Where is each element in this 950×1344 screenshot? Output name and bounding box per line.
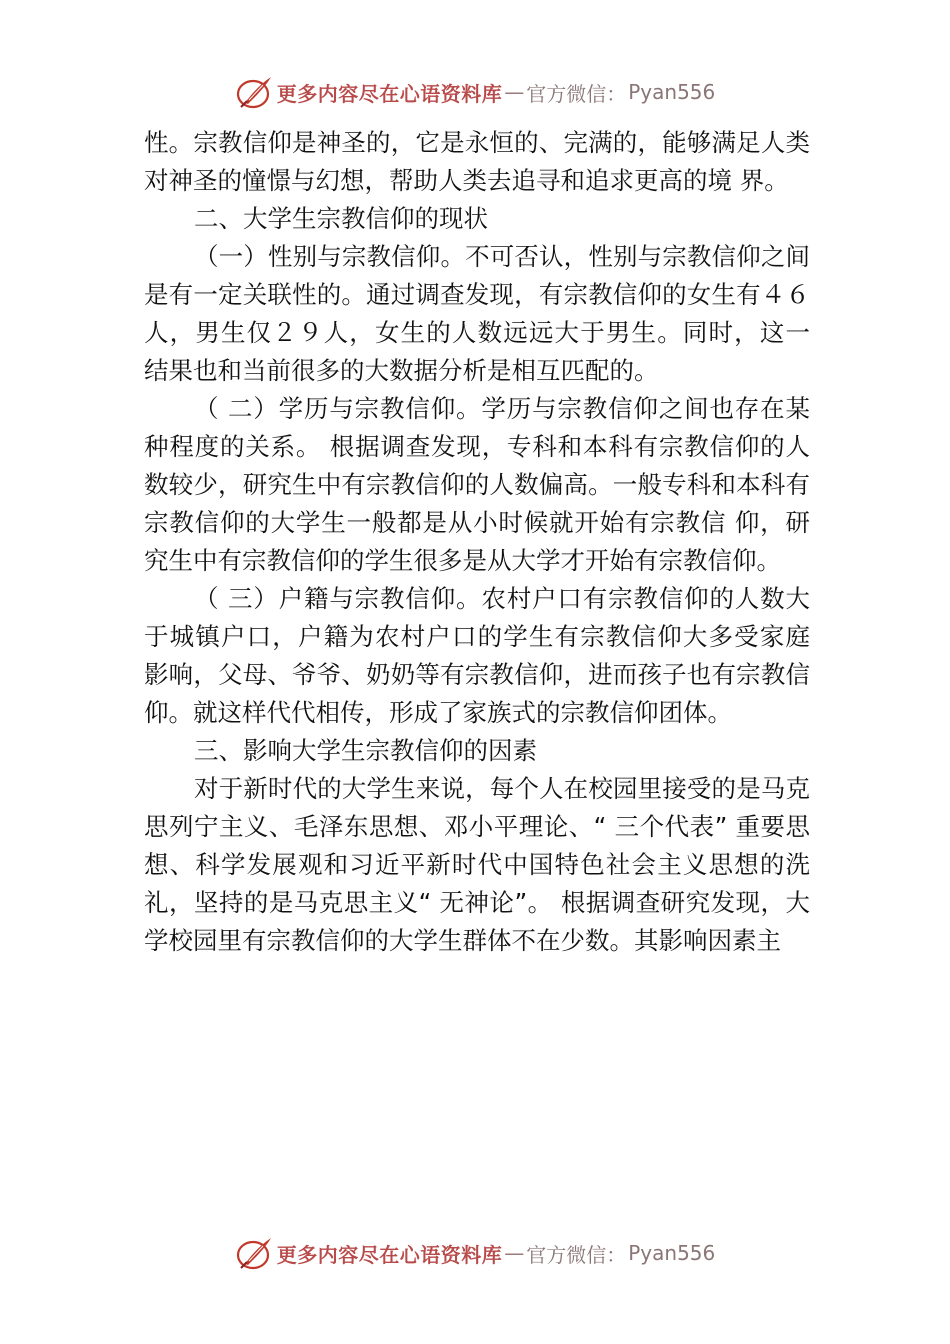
document-body [144, 124, 810, 960]
watermark-wechat-id: Pyan556 [628, 1241, 716, 1265]
watermark-wechat-label: 官方微信： [526, 81, 627, 106]
watermark-separator: — [504, 1241, 525, 1265]
section-heading: 二、大学生宗教信仰的现状 [194, 204, 488, 233]
header-watermark [0, 72, 950, 112]
watermark-brand: 更多内容尽在心语资料库 [276, 1242, 503, 1267]
quill-pen-logo-icon [235, 73, 275, 111]
watermark-wechat-id: Pyan556 [628, 80, 716, 104]
paragraph: （ 三）户籍与宗教信仰。农村户口有宗教信仰的人数大于城镇户口，户籍为农村户口的学生有宗教信仰大多受家庭 影响，父母、爷爷、奶奶等有宗教信仰，进而孩子也有宗教信仰。就这样代代相传，形成了家族式的宗教信仰团体。 [144, 584, 810, 727]
footer-watermark [0, 1233, 950, 1273]
paragraph: 对于新时代的大学生来说，每个人在校园里接受的是马克思列宁主义、毛泽东思想、邓小平理论、“ 三个代表” 重要思想、科学发展观和习近平新时代中国特色社会主义思想的洗礼，坚持的是马克思主义“ 无神论”。 根据调查研究发现，大学校园里有宗教信仰的大学生群体不在少数。其影响因素主 [144, 774, 810, 955]
section-heading: 三、影响大学生宗教信仰的因素 [194, 736, 537, 765]
watermark-separator: — [504, 80, 525, 104]
quill-pen-logo-icon [235, 1234, 275, 1272]
paragraph: （ 二）学历与宗教信仰。学历与宗教信仰之间也存在某种程度的关系。 根据调查发现，专科和本科有宗教信仰的人数较少，研究生中有宗教信仰的人数偏高。一般专科和本科有宗教信仰的大学生一般都是从小时候就开始有宗教信 仰，研究生中有宗教信仰的学生很多是从大学才开始有宗教信仰。 [144, 394, 810, 575]
paragraph: 性。宗教信仰是神圣的，它是永恒的、完满的，能够满足人类对神圣的憧憬与幻想，帮助人类去追寻和追求更高的境 界。 [144, 128, 810, 195]
watermark-brand: 更多内容尽在心语资料库 [276, 81, 503, 106]
paragraph: （一）性别与宗教信仰。不可否认，性别与宗教信仰之间是有一定关联性的。通过调查发现，有宗教信仰的女生有４６人，男生仅２９人，女生的人数远远大于男生。同时，这一 结果也和当前很多的大数据分析是相互匹配的。 [144, 242, 810, 385]
watermark-wechat-label: 官方微信： [526, 1242, 627, 1267]
